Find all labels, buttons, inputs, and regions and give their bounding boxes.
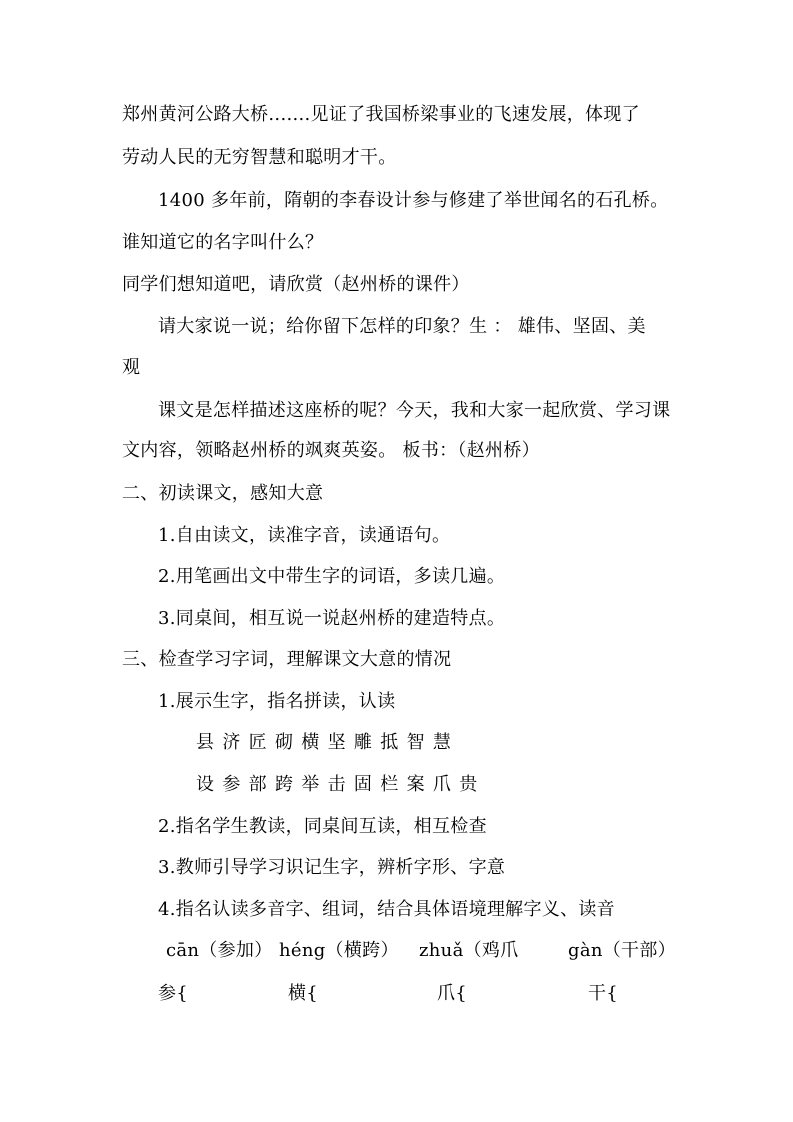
paragraph-2-line-2: 谁知道它的名字叫什么？ (122, 232, 324, 253)
section-3-item-1: 1.展示生字，指名拼读，认读 (158, 691, 396, 712)
paragraph-1-line-1: 郑州黄河公路大桥.......见证了我国桥梁事业的飞速发展，体现了 (122, 104, 640, 125)
pinyin-can: cān（参加） (166, 940, 273, 961)
section-2-item-2: 2.用笔画出文中带生字的词语，多读几遍。 (158, 566, 506, 587)
section-2-item-1: 1.自由读文，读准字音，读通语句。 (158, 525, 451, 546)
paragraph-5-line-2: 文内容，领略赵州桥的飒爽英姿。 板书：（赵州桥） (122, 440, 540, 461)
section-3-item-3: 3.教师引导学习识记生字，辨析字形、字意 (158, 857, 506, 878)
polyphone-heng: 横{ (288, 983, 319, 1004)
polyphone-gan: 干{ (588, 983, 619, 1004)
pinyin-zhua: zhuǎ（鸡爪 (419, 940, 519, 961)
section-2-item-3: 3.同桌间，相互说一说赵州桥的建造特点。 (158, 608, 506, 629)
paragraph-5-line-1: 课文是怎样描述这座桥的呢？今天，我和大家一起欣赏、学习课 (158, 400, 671, 421)
section-3-item-4: 4.指名认读多音字、组词，结合具体语境理解字义、读音 (158, 899, 615, 920)
paragraph-4-line-1: 请大家说一说；给你留下怎样的印象？生 ： 雄伟、坚固、美 (158, 316, 646, 337)
pinyin-gan: gàn（干部） (568, 940, 676, 961)
new-characters-row-2: 设 参 部 跨 举 击 固 栏 案 爪 贵 (196, 774, 478, 795)
section-3-item-2: 2.指名学生教读，同桌间互读，相互检查 (158, 816, 487, 837)
polyphone-can: 参{ (158, 983, 189, 1004)
paragraph-3: 同学们想知道吧，请欣赏（赵州桥的课件） (122, 274, 470, 295)
polyphone-zhua: 爪{ (437, 983, 468, 1004)
section-2-heading: 二、初读课文，感知大意 (122, 483, 324, 504)
paragraph-4-line-2: 观 (122, 357, 141, 378)
section-3-heading: 三、检查学习字词，理解课文大意的情况 (122, 649, 452, 670)
new-characters-row-1: 县 济 匠 砌 横 坚 雕 抵 智 慧 (196, 732, 452, 753)
paragraph-2-line-1: 1400 多年前，隋朝的李春设计参与修建了举世闻名的石孔桥。 (158, 190, 669, 211)
pinyin-heng: héng（横跨） (279, 940, 399, 961)
paragraph-1-line-2: 劳动人民的无穷智慧和聪明才干。 (122, 147, 397, 168)
